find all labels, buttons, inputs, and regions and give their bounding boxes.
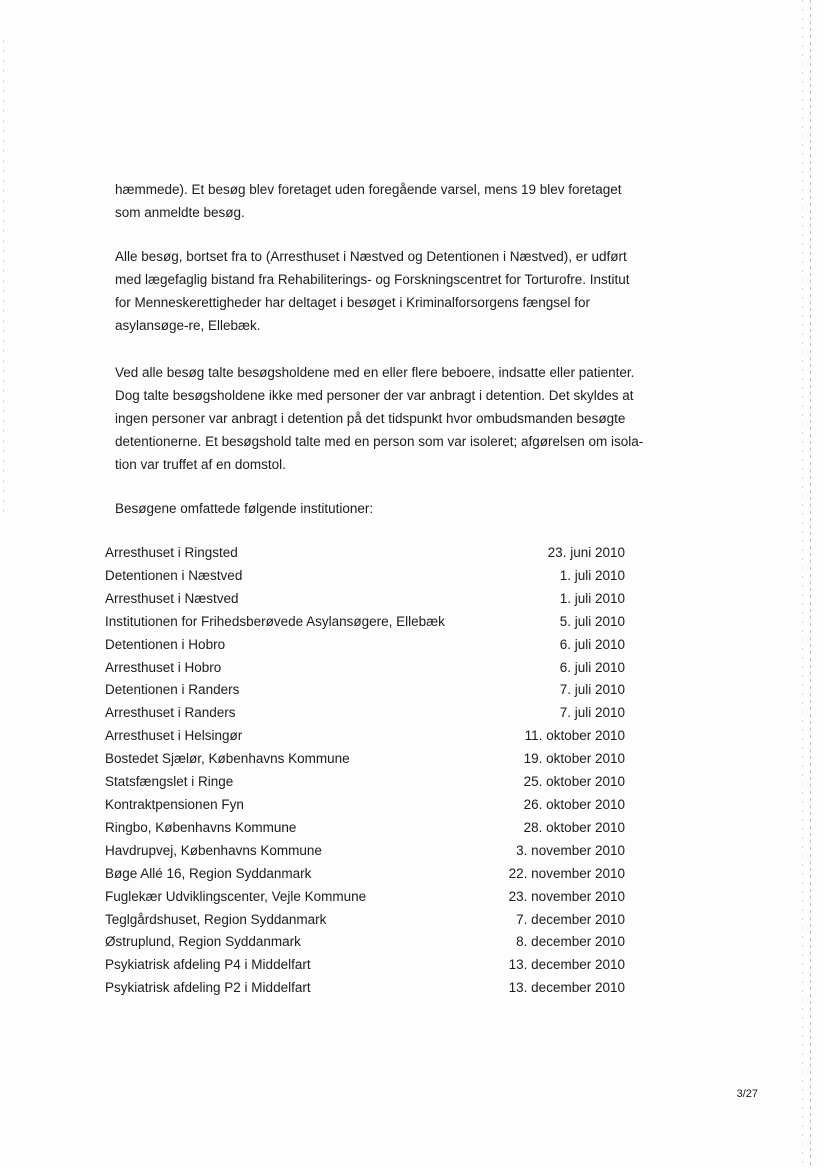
table-row [105, 840, 625, 863]
visit-date: 7. juli 2010 [559, 705, 625, 721]
visit-date: 11. oktober 2010 [524, 728, 625, 744]
institution-name: Arresthuset i Næstved [105, 590, 239, 606]
institution-name: Institutionen for Frihedsberøvede Asylansøgere, Ellebæk [105, 613, 445, 629]
scan-edge-mark [3, 40, 4, 520]
visit-date: 25. oktober 2010 [523, 774, 625, 790]
table-row [105, 909, 625, 932]
visit-date: 7. juli 2010 [559, 682, 625, 698]
page-number: 3/27 [736, 1088, 758, 1100]
table-row [105, 588, 625, 611]
institution-name: Detentionen i Næstved [105, 567, 243, 583]
scan-edge-mark [810, 0, 811, 1168]
visit-date: 1. juli 2010 [559, 590, 625, 606]
visit-date: 28. oktober 2010 [523, 819, 625, 835]
institution-name: Arresthuset i Randers [105, 705, 236, 721]
table-row [105, 725, 625, 748]
institution-name: Fuglekær Udviklingscenter, Vejle Kommune [105, 888, 367, 904]
visit-date: 7. december 2010 [516, 911, 625, 927]
table-row [105, 977, 625, 1000]
institution-name: Østruplund, Region Syddanmark [105, 934, 301, 950]
institution-name: Arresthuset i Helsingør [105, 728, 243, 744]
institution-name: Arresthuset i Hobro [105, 659, 222, 675]
table-row [105, 702, 625, 725]
institution-name: Havdrupvej, Københavns Kommune [105, 842, 322, 858]
institution-name: Psykiatrisk afdeling P4 i Middelfart [105, 957, 311, 973]
institution-name: Arresthuset i Ringsted [105, 545, 238, 560]
institution-name: Teglgårdshuset, Region Syddanmark [105, 911, 327, 927]
table-row [105, 863, 625, 886]
table-row [105, 679, 625, 702]
table-row [105, 611, 625, 634]
institution-name: Ringbo, Københavns Kommune [105, 819, 297, 835]
institution-name: Detentionen i Randers [105, 682, 240, 698]
visit-date: 6. juli 2010 [559, 659, 625, 675]
visit-date: 19. oktober 2010 [523, 751, 625, 767]
table-row [105, 657, 625, 680]
institutions-table [105, 542, 625, 1000]
paragraph-interviews: Ved alle besøg talte besøgsholdene med en eller flere beboere, indsatte eller patienter. Dog talte besøgsholdene ikke med personer der var anbragt i detention. Det skyldes at ingen personer var anbragt i detention på det tidspunkt hvor ombudsmanden besøgte detentionerne. Et besøgshold talte med en person som var isoleret; afgørelsen om isola-tion var truffet af en domstol. [115, 365, 644, 472]
table-row [105, 794, 625, 817]
visit-date: 6. juli 2010 [559, 636, 625, 652]
institution-name: Psykiatrisk afdeling P2 i Middelfart [105, 980, 311, 996]
visit-date: 13. december 2010 [508, 957, 625, 973]
table-row [105, 886, 625, 909]
visit-date: 5. juli 2010 [559, 613, 625, 629]
table-row [105, 954, 625, 977]
visit-date: 23. juni 2010 [547, 545, 625, 560]
table-row [105, 565, 625, 588]
visit-date: 22. november 2010 [508, 865, 625, 881]
table-row [105, 634, 625, 657]
table-row [105, 542, 625, 565]
paragraph-medical-assistance: Alle besøg, bortset fra to (Arresthuset i Næstved og Detentionen i Næstved), er udført med lægefaglig bistand fra Rehabiliterings- og Forskningscentret for Torturofre. Institut for Menneskerettigheder har deltaget i besøget i Kriminalforsorgens fængsel for asylansøge-re, Ellebæk. [115, 249, 630, 333]
visit-date: 23. november 2010 [508, 888, 625, 904]
visit-date: 3. november 2010 [516, 842, 625, 858]
scan-edge-mark [802, 0, 803, 1168]
institution-name: Bostedet Sjælør, Københavns Kommune [105, 751, 350, 767]
paragraph-institutions-intro: Besøgene omfattede følgende institutioner: [115, 501, 374, 516]
visit-date: 8. december 2010 [516, 934, 625, 950]
institution-name: Kontraktpensionen Fyn [105, 796, 244, 812]
visit-date: 1. juli 2010 [559, 567, 625, 583]
table-row [105, 931, 625, 954]
table-row [105, 748, 625, 771]
visit-date: 13. december 2010 [508, 980, 625, 996]
visit-date: 26. oktober 2010 [523, 796, 625, 812]
table-row [105, 817, 625, 840]
table-row [105, 771, 625, 794]
paragraph-visit-notice: hæmmede). Et besøg blev foretaget uden foregående varsel, mens 19 blev foretaget som anmeldte besøg. [115, 182, 622, 220]
institution-name: Detentionen i Hobro [105, 636, 226, 652]
institution-name: Statsfængslet i Ringe [105, 774, 234, 790]
institution-name: Bøge Allé 16, Region Syddanmark [105, 865, 312, 881]
